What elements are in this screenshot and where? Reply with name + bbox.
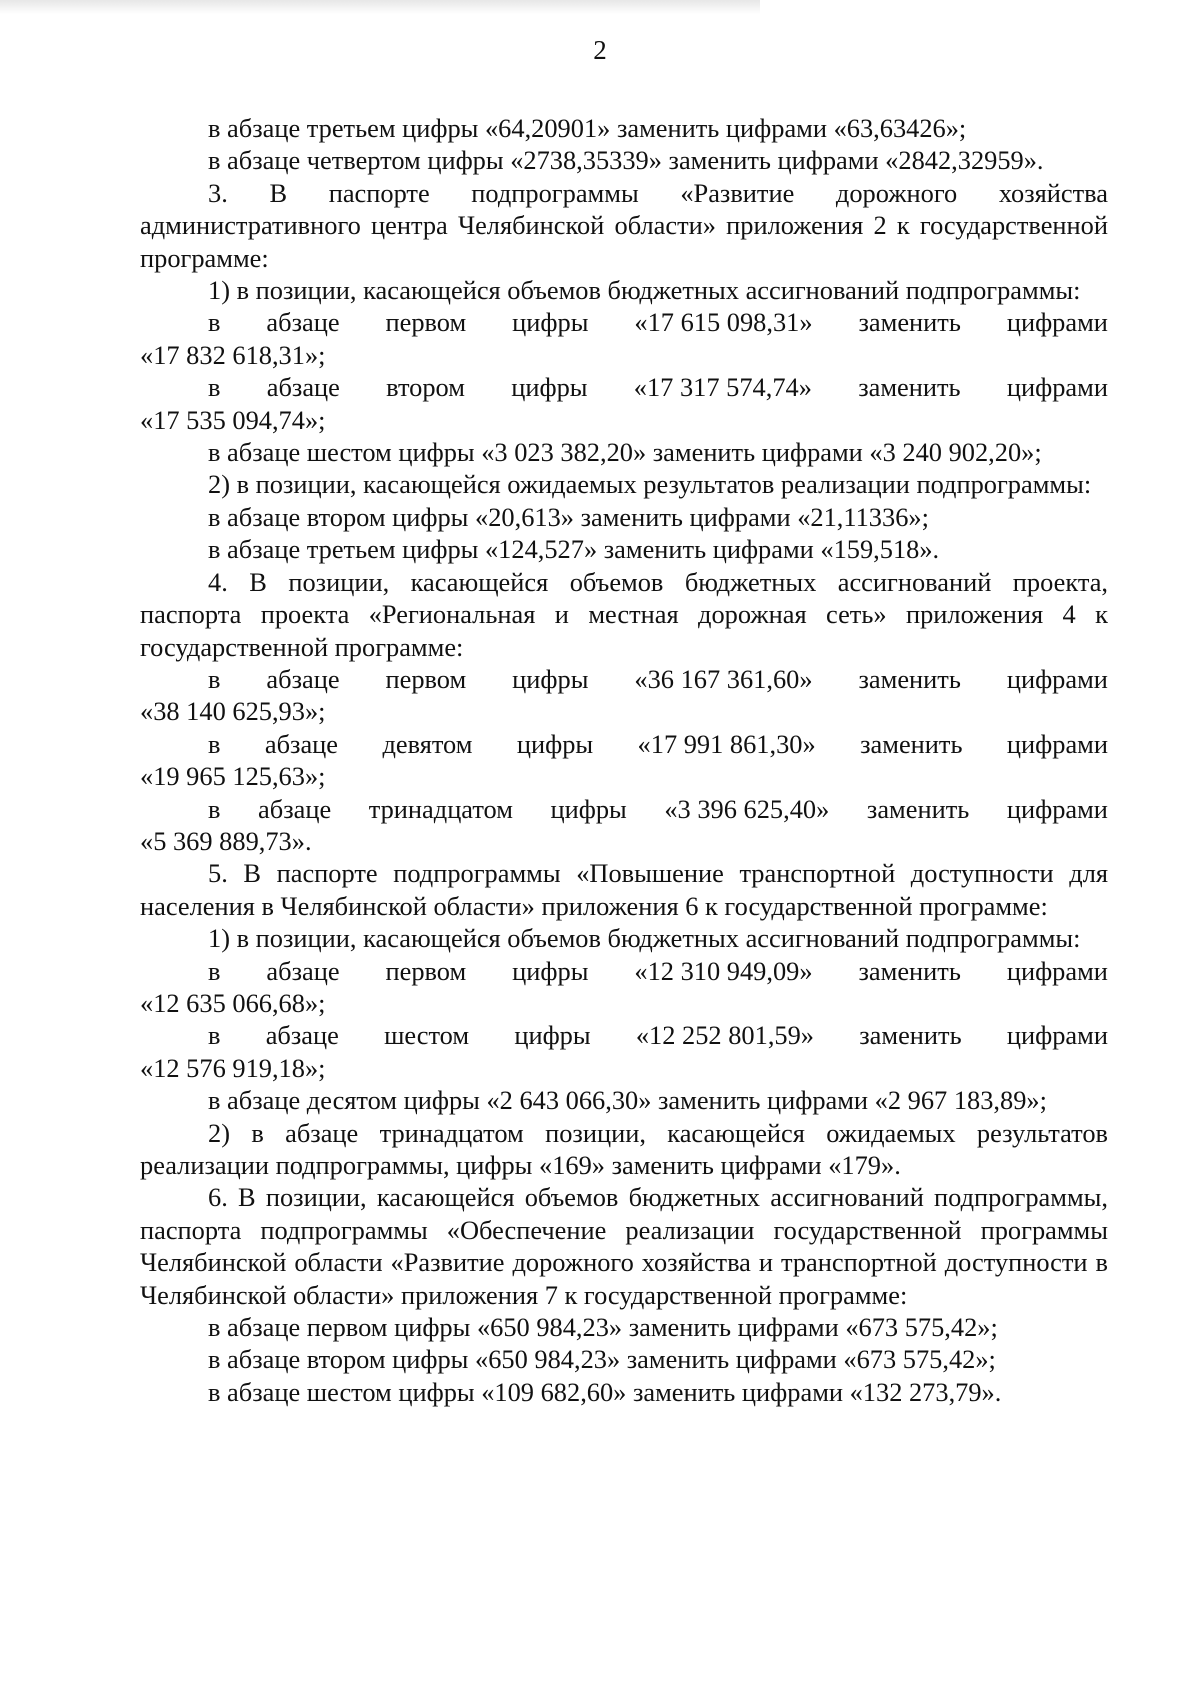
word: абзаце — [266, 663, 340, 694]
scan-edge-shadow — [0, 0, 760, 14]
paragraph: 2) в абзаце тринадцатом позиции, касающейся ожидаемых результатов реализации подпрограммы, цифры «169» заменить цифрами «179». — [140, 1117, 1108, 1180]
word: цифры — [512, 955, 589, 986]
paragraph: 1) в позиции, касающейся объемов бюджетных ассигнований подпрограммы: — [208, 275, 1081, 306]
paragraph — [140, 306, 1108, 371]
continuation-line: «5 369 889,73». — [140, 825, 312, 856]
paragraph: 1) в позиции, касающейся объемов бюджетных ассигнований подпрограммы: — [208, 923, 1081, 954]
paragraph: в абзаце втором цифры «650 984,23» заменить цифрами «673 575,42»; — [208, 1344, 996, 1375]
word: первом — [385, 307, 467, 338]
word: первом — [385, 663, 467, 694]
word: цифры — [516, 728, 594, 759]
continuation-line: «38 140 625,93»; — [140, 696, 326, 727]
word: цифрами — [1006, 372, 1108, 403]
continuation-line: «12 635 066,68»; — [140, 987, 326, 1018]
paragraph — [140, 728, 1108, 793]
continuation-line: «12 576 919,18»; — [140, 1052, 326, 1083]
word: шестом — [384, 1020, 470, 1051]
word: абзаце — [258, 793, 332, 824]
word: первом — [385, 955, 467, 986]
word: цифры — [512, 307, 589, 338]
word: абзаце — [266, 307, 340, 338]
word: заменить — [859, 1020, 962, 1051]
word: «17 991 861,30» — [637, 728, 816, 759]
word: заменить — [858, 663, 961, 694]
word: заменить — [866, 793, 970, 824]
paragraph: в абзаце шестом цифры «3 023 382,20» заменить цифрами «3 240 902,20»; — [208, 437, 1042, 468]
paragraph — [140, 955, 1108, 1020]
word: тринадцатом — [368, 793, 513, 824]
word: в — [208, 728, 221, 759]
continuation-line: «17 535 094,74»; — [140, 404, 326, 435]
word: цифры — [550, 793, 627, 824]
spread-line — [140, 955, 1108, 987]
word: в — [208, 793, 221, 824]
word: в — [208, 307, 221, 338]
word: абзаце — [266, 955, 340, 986]
word: заменить — [860, 728, 963, 759]
word: «12 252 801,59» — [635, 1020, 814, 1051]
word: цифрами — [1006, 1020, 1108, 1051]
paragraph — [140, 663, 1108, 728]
word: девятом — [382, 728, 473, 759]
spread-line — [140, 663, 1108, 695]
word: в — [208, 955, 221, 986]
word: «3 396 625,40» — [664, 793, 830, 824]
page-number: 2 — [593, 35, 607, 65]
paragraph: 4. В позиции, касающейся объемов бюджетных ассигнований проекта, паспорта проекта «Региональная и местная дорожная сеть» приложения 4 к государственной программе: — [140, 566, 1108, 662]
word: «17 615 098,31» — [634, 307, 813, 338]
spread-line — [140, 728, 1108, 760]
word: «36 167 361,60» — [634, 663, 813, 694]
paragraph: в абзаце десятом цифры «2 643 066,30» заменить цифрами «2 967 183,89»; — [208, 1085, 1047, 1116]
word: в — [208, 663, 221, 694]
paragraph — [140, 793, 1108, 858]
word: цифры — [512, 663, 589, 694]
paragraph: в абзаце втором цифры «20,613» заменить цифрами «21,11336»; — [208, 501, 929, 532]
spread-line — [140, 793, 1108, 825]
word: цифры — [511, 372, 588, 403]
continuation-line: «17 832 618,31»; — [140, 339, 326, 370]
paragraph: 6. В позиции, касающейся объемов бюджетных ассигнований подпрограммы, паспорта подпрограммы «Обеспечение реализации государственной программы Челябинской области «Развитие дорожного хозяйства и транспортной доступности в Челябинской области» приложения 7 к государственной программе: — [140, 1182, 1108, 1310]
word: цифрами — [1006, 663, 1108, 694]
paragraph: в абзаце шестом цифры «109 682,60» заменить цифрами «132 273,79». — [208, 1376, 1002, 1407]
continuation-line: «19 965 125,63»; — [140, 761, 326, 792]
word: в — [208, 372, 221, 403]
word: втором — [386, 372, 465, 403]
word: цифрами — [1006, 307, 1108, 338]
word: абзаце — [265, 1020, 339, 1051]
paragraph: в абзаце третьем цифры «64,20901» заменить цифрами «63,63426»; — [208, 113, 967, 143]
word: заменить — [858, 307, 961, 338]
spread-line — [140, 371, 1108, 403]
paragraph: в абзаце первом цифры «650 984,23» заменить цифрами «673 575,42»; — [208, 1312, 998, 1343]
spread-line — [140, 306, 1108, 338]
paragraph: 2) в позиции, касающейся ожидаемых результатов реализации подпрограммы: — [208, 469, 1092, 500]
word: цифрами — [1006, 955, 1108, 986]
word: «17 317 574,74» — [633, 372, 812, 403]
word: в — [208, 1020, 221, 1051]
word: заменить — [858, 955, 961, 986]
word: абзаце — [266, 372, 340, 403]
document-body — [140, 112, 1108, 1408]
paragraph — [140, 1019, 1108, 1084]
paragraph — [140, 371, 1108, 436]
paragraph: 5. В паспорте подпрограммы «Повышение транспортной доступности для населения в Челябинской области» приложения 6 к государственной программе: — [140, 858, 1108, 921]
paragraph: в абзаце третьем цифры «124,527» заменить цифрами «159,518». — [208, 534, 940, 565]
word: цифрами — [1006, 793, 1108, 824]
word: цифры — [514, 1020, 591, 1051]
spread-line — [140, 1019, 1108, 1051]
word: заменить — [858, 372, 961, 403]
paragraph: 3. В паспорте подпрограммы «Развитие дорожного хозяйства административного центра Челябинской области» приложения 2 к государственной программе: — [140, 177, 1108, 273]
word: цифрами — [1006, 728, 1108, 759]
word: «12 310 949,09» — [634, 955, 813, 986]
paragraph: в абзаце четвертом цифры «2738,35339» заменить цифрами «2842,32959». — [208, 145, 1044, 176]
word: абзаце — [264, 728, 339, 759]
